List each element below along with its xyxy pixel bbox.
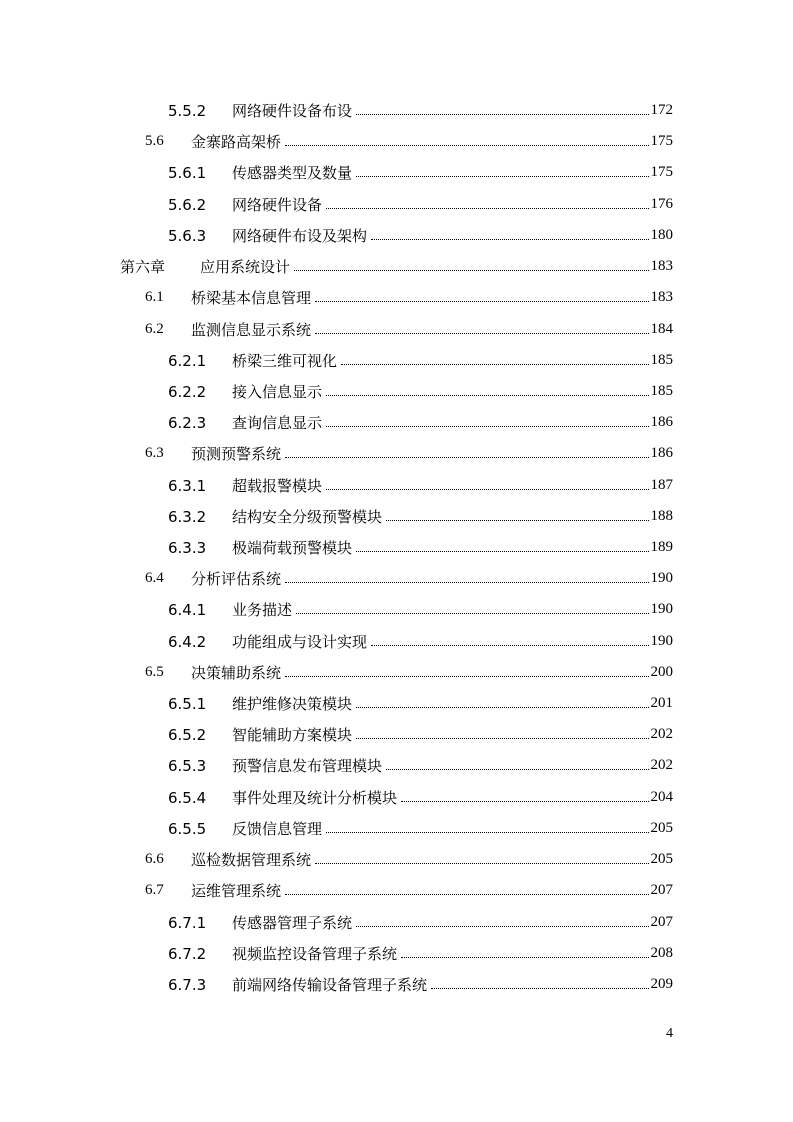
toc-page: 175	[650, 164, 673, 180]
toc-page: 204	[650, 789, 673, 805]
toc-leader	[315, 863, 648, 864]
toc-leader	[326, 395, 648, 396]
toc-title: 桥梁基本信息管理	[191, 289, 312, 307]
toc-entry[interactable]	[168, 220, 673, 251]
toc-entry[interactable]	[168, 470, 673, 501]
toc-title: 传感器类型及数量	[232, 164, 353, 182]
toc-page: 187	[650, 477, 673, 493]
toc-entry[interactable]	[145, 563, 673, 594]
toc-entry[interactable]	[168, 345, 673, 376]
toc-number: 6.7.1	[168, 913, 207, 932]
toc-title: 结构安全分级预警模块	[232, 508, 383, 526]
toc-leader	[294, 270, 648, 271]
toc-entry[interactable]	[168, 501, 673, 532]
toc-page: 205	[650, 851, 673, 867]
toc-entry[interactable]	[145, 314, 673, 345]
toc-number: 6.7.2	[168, 944, 207, 963]
toc-leader	[296, 613, 648, 614]
toc-entry[interactable]	[168, 813, 673, 844]
toc-number: 6.3.1	[168, 476, 207, 495]
toc-number: 第六章	[120, 258, 166, 276]
toc-title: 桥梁三维可视化	[232, 352, 338, 370]
toc-leader	[386, 520, 648, 521]
toc-page: 185	[650, 352, 673, 368]
toc-title: 超载报警模块	[232, 477, 323, 495]
toc-leader	[326, 832, 648, 833]
toc-page: 201	[650, 695, 673, 711]
toc-entry[interactable]	[168, 157, 673, 188]
toc-leader	[326, 208, 648, 209]
toc-entry[interactable]	[168, 594, 673, 625]
toc-page: 185	[650, 383, 673, 399]
toc-leader	[315, 301, 648, 302]
toc-entry[interactable]	[168, 907, 673, 938]
toc-title: 业务描述	[232, 601, 293, 619]
toc-page: 209	[650, 976, 673, 992]
toc-number: 5.6.3	[168, 226, 207, 245]
toc-page: 190	[650, 601, 673, 617]
toc-page: 172	[650, 102, 673, 118]
toc-leader	[285, 145, 648, 146]
toc-title: 极端荷载预警模块	[232, 539, 353, 557]
toc-leader	[356, 176, 648, 177]
toc-leader	[371, 239, 648, 240]
toc-leader	[371, 645, 648, 646]
toc-number: 6.2	[145, 321, 164, 337]
toc-leader	[285, 894, 648, 895]
toc-number: 5.6.1	[168, 163, 207, 182]
toc-entry[interactable]	[168, 938, 673, 969]
toc-entry[interactable]	[168, 626, 673, 657]
toc-entry[interactable]	[168, 532, 673, 563]
toc-leader	[356, 926, 648, 927]
toc-title: 应用系统设计	[200, 258, 291, 276]
toc-leader	[431, 988, 648, 989]
toc-leader	[285, 676, 648, 677]
toc-entry[interactable]	[145, 126, 673, 157]
toc-entry[interactable]	[145, 282, 673, 313]
toc-number: 6.5.4	[168, 788, 207, 807]
toc-entry[interactable]	[168, 719, 673, 750]
toc-entry[interactable]	[145, 438, 673, 469]
toc-title: 智能辅助方案模块	[232, 726, 353, 744]
toc-number: 6.5.3	[168, 756, 207, 775]
toc-page: 190	[650, 570, 673, 586]
toc-page: 176	[650, 196, 673, 212]
toc-entry[interactable]	[168, 750, 673, 781]
toc-title: 金寨路高架桥	[191, 133, 282, 151]
toc-leader	[356, 707, 648, 708]
toc-leader	[326, 489, 648, 490]
toc-number: 6.7	[145, 882, 164, 898]
toc-page: 200	[650, 664, 673, 680]
toc-leader	[326, 426, 648, 427]
toc-entry[interactable]	[168, 407, 673, 438]
toc-leader	[356, 114, 648, 115]
toc-title: 巡检数据管理系统	[191, 851, 312, 869]
toc-page: 188	[650, 508, 673, 524]
toc-entry[interactable]	[168, 376, 673, 407]
toc-entry[interactable]	[168, 782, 673, 813]
toc-page: 183	[650, 258, 673, 274]
toc-page: 186	[650, 445, 673, 461]
toc-page: 180	[650, 227, 673, 243]
toc-number: 6.4.1	[168, 600, 207, 619]
toc-chapter-entry[interactable]	[120, 251, 673, 282]
page-number: 4	[666, 1026, 673, 1041]
toc-leader	[401, 957, 648, 958]
toc-number: 5.6.2	[168, 195, 207, 214]
toc-page: 208	[650, 945, 673, 961]
toc-number: 6.3.2	[168, 507, 207, 526]
toc-page: 202	[650, 726, 673, 742]
toc-entry[interactable]	[168, 189, 673, 220]
toc-title: 监测信息显示系统	[191, 321, 312, 339]
toc-leader	[285, 457, 648, 458]
toc-page: 207	[650, 882, 673, 898]
toc-number: 6.5.5	[168, 819, 207, 838]
toc-page: 175	[650, 133, 673, 149]
toc-page: 184	[650, 321, 673, 337]
toc-entry[interactable]	[145, 844, 673, 875]
toc-title: 网络硬件设备	[232, 196, 323, 214]
toc-leader	[285, 582, 648, 583]
toc-number: 5.6	[145, 133, 164, 149]
toc-number: 6.7.3	[168, 975, 207, 994]
toc-number: 6.5	[145, 664, 164, 680]
toc-page: 205	[650, 820, 673, 836]
toc-leader	[356, 738, 648, 739]
toc-title: 运维管理系统	[191, 882, 282, 900]
toc-page: 189	[650, 539, 673, 555]
toc-title: 视频监控设备管理子系统	[232, 945, 398, 963]
toc-leader	[401, 801, 648, 802]
toc-page: 202	[650, 757, 673, 773]
toc-title: 事件处理及统计分析模块	[232, 789, 398, 807]
toc-number: 6.3	[145, 445, 164, 461]
toc-number: 6.3.3	[168, 538, 207, 557]
toc-title: 前端网络传输设备管理子系统	[232, 976, 428, 994]
toc-page: 186	[650, 414, 673, 430]
toc-number: 6.5.2	[168, 725, 207, 744]
toc-number: 6.5.1	[168, 694, 207, 713]
toc-number: 6.1	[145, 289, 164, 305]
toc-entry[interactable]	[168, 95, 673, 126]
toc-number: 6.6	[145, 851, 164, 867]
toc-leader	[356, 551, 648, 552]
toc-entry[interactable]	[168, 969, 673, 1000]
toc-page: 190	[650, 633, 673, 649]
toc-entry[interactable]	[145, 657, 673, 688]
toc-number: 6.4	[145, 570, 164, 586]
toc-entry[interactable]	[168, 688, 673, 719]
toc-title: 反馈信息管理	[232, 820, 323, 838]
toc-page: 183	[650, 289, 673, 305]
toc-title: 网络硬件设备布设	[232, 102, 353, 120]
toc-title: 决策辅助系统	[191, 664, 282, 682]
toc-title: 网络硬件布设及架构	[232, 227, 368, 245]
toc-entry[interactable]	[145, 875, 673, 906]
toc-leader	[315, 333, 648, 334]
toc-title: 接入信息显示	[232, 383, 323, 401]
toc-number: 5.5.2	[168, 101, 207, 120]
toc-title: 分析评估系统	[191, 570, 282, 588]
toc-number: 6.2.3	[168, 413, 207, 432]
toc-title: 传感器管理子系统	[232, 914, 353, 932]
toc-leader	[341, 364, 648, 365]
toc-title: 维护维修决策模块	[232, 695, 353, 713]
toc-title: 预警信息发布管理模块	[232, 757, 383, 775]
toc-page: 207	[650, 914, 673, 930]
toc-title: 查询信息显示	[232, 414, 323, 432]
toc-title: 功能组成与设计实现	[232, 633, 368, 651]
toc-number: 6.4.2	[168, 632, 207, 651]
toc-title: 预测预警系统	[191, 445, 282, 463]
toc-number: 6.2.2	[168, 382, 207, 401]
toc-number: 6.2.1	[168, 351, 207, 370]
toc-leader	[386, 769, 648, 770]
